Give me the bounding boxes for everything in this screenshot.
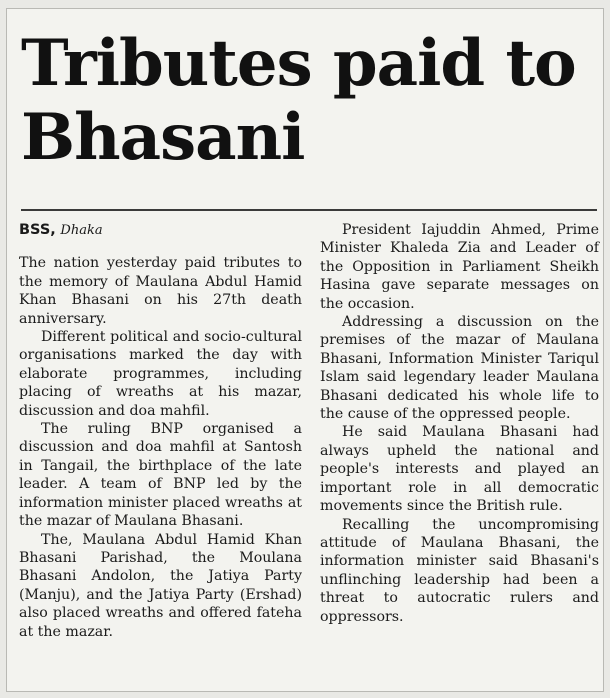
headline: Tributes paid to Bhasani	[21, 26, 576, 175]
paragraph: The nation yesterday paid tributes to the memory of Maulana Abdul Hamid Khan Bhasani on his 27th death anniversary.	[19, 255, 302, 327]
byline-agency: BSS,	[19, 222, 56, 238]
left-column	[19, 221, 302, 641]
paragraph: President Iajuddin Ahmed, Prime Minister Khaleda Zia and Leader of the Opposition in Parliament Sheikh Hasina gave separate messages on the occasion.	[320, 222, 599, 312]
paragraph: Addressing a discussion on the premises of the mazar of Maulana Bhasani, Information Minister Tariqul Islam said legendary leader Maulana Bhasani dedicated his whole life to the cause of the oppressed people.	[320, 314, 599, 423]
byline-place: Dhaka	[60, 223, 103, 238]
paragraph: The, Maulana Abdul Hamid Khan Bhasani Parishad, the Moulana Bhasani Andolon, the Jatiya Party (Manju), and the Jatiya Party (Ershad) also placed wreaths and offered fateha at the mazar.	[19, 531, 302, 640]
newspaper-clipping	[6, 8, 604, 692]
paragraph: Different political and socio-cultural organisations marked the day with elaborate programmes, including placing of wreaths at his mazar, discussion and doa mahfil.	[19, 329, 302, 419]
paragraph: He said Maulana Bhasani had always upheld the national and people's interests and played an important role in all democratic movements since the British rule.	[320, 424, 599, 515]
paragraph: Recalling the uncompromising attitude of Maulana Bhasani, the information minister said Bhasani's unflinching leadership had been a threat to autocratic rulers and oppressors.	[320, 516, 599, 625]
paragraph: The ruling BNP organised a discussion and doa mahfil at Santosh in Tangail, the birthplace of the late leader. A team of BNP led by the information minister placed wreaths at the mazar of Maulana Bhasani.	[19, 421, 302, 530]
right-column	[320, 221, 599, 626]
headline-rule	[21, 209, 597, 211]
byline	[19, 221, 302, 240]
